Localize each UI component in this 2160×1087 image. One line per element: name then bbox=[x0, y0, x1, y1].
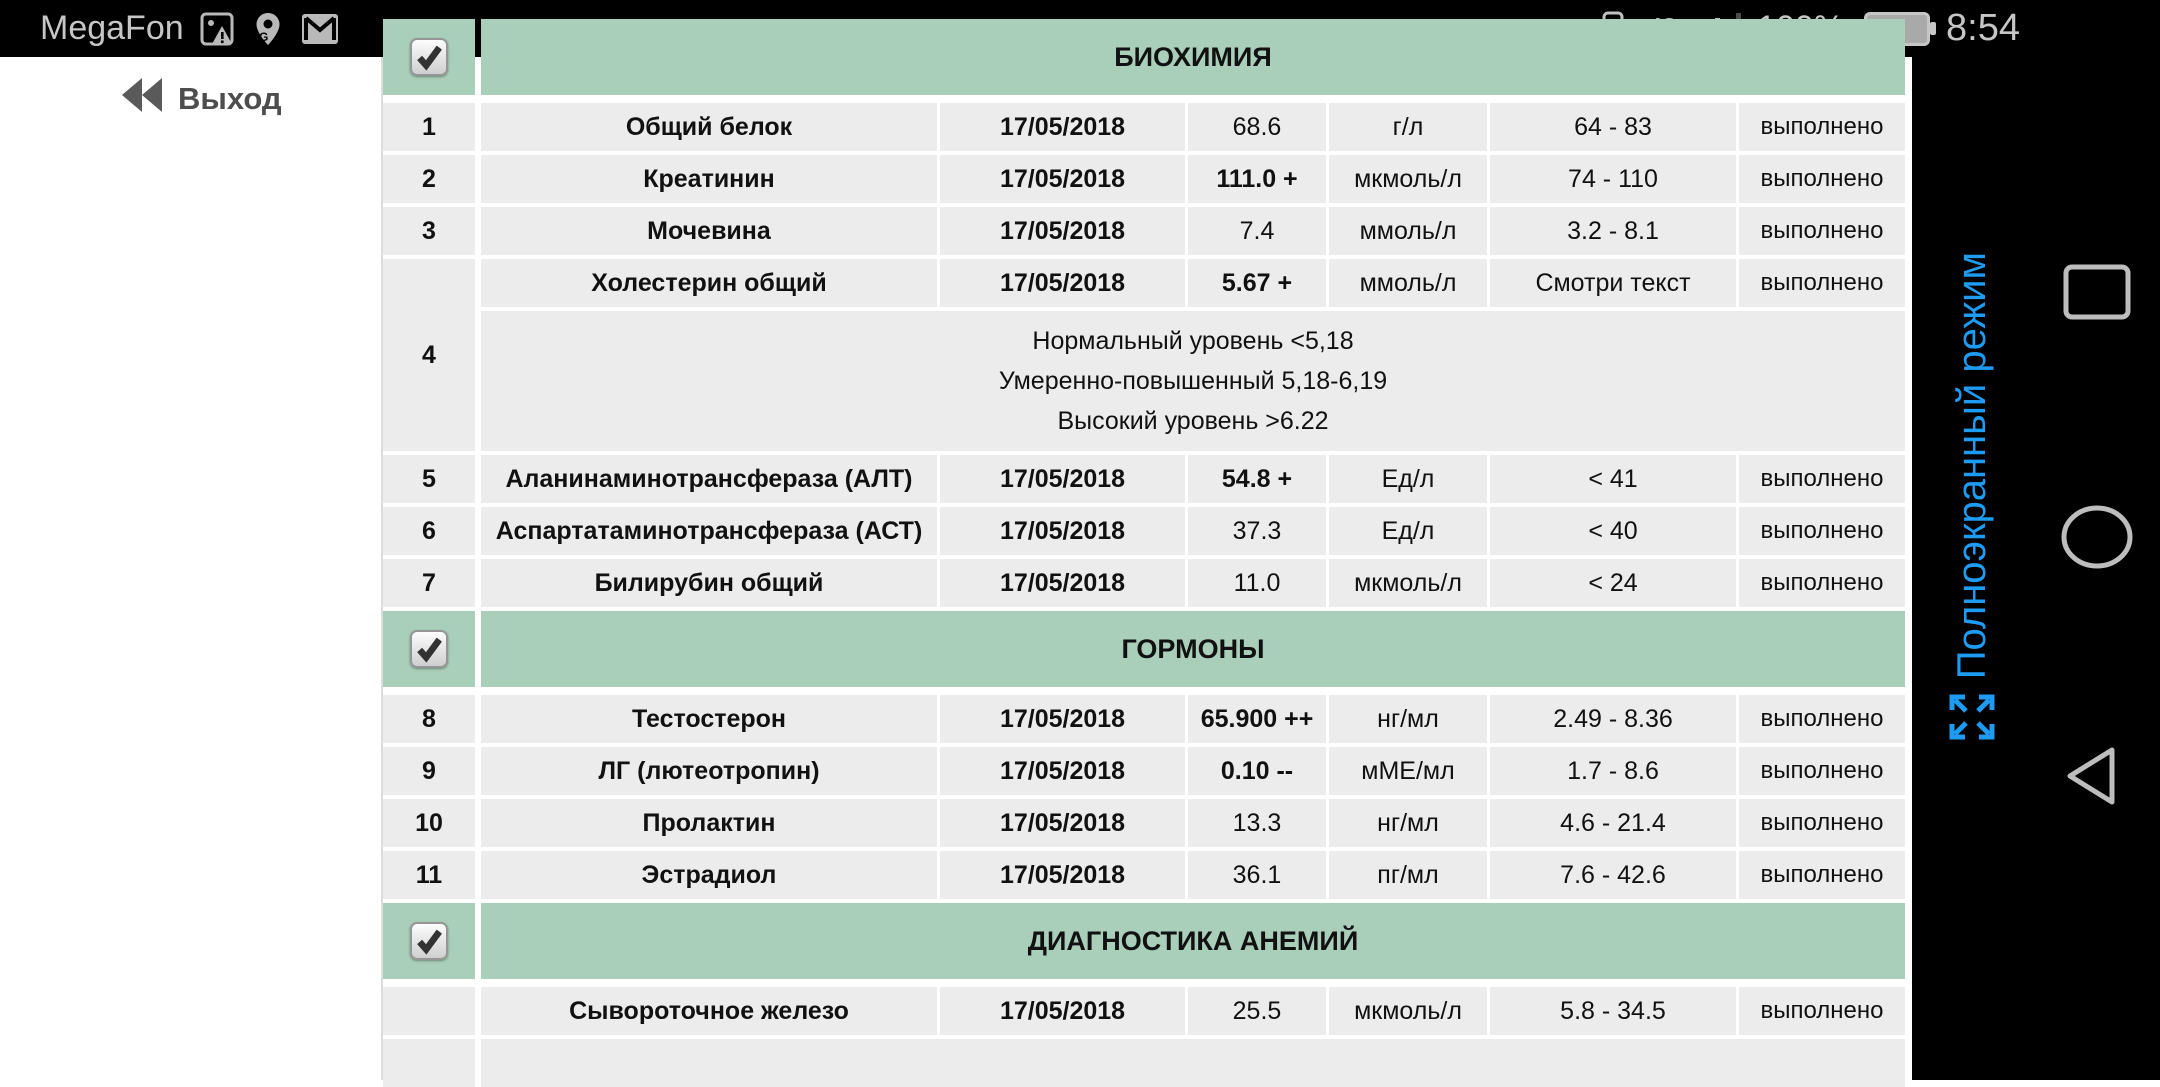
status-cell: выполнено bbox=[1739, 799, 1905, 847]
test-name-cell: Тестостерон bbox=[481, 695, 937, 743]
row-number-cell: 9 bbox=[383, 747, 475, 795]
section-checkbox[interactable] bbox=[410, 630, 448, 668]
date-cell: 17/05/2018 bbox=[940, 455, 1185, 503]
fullscreen-mode-label: Полноэкранный режим bbox=[1949, 252, 1994, 680]
date-cell: 17/05/2018 bbox=[940, 695, 1185, 743]
result-note-line: Нормальный уровень <5,18 bbox=[1032, 327, 1354, 355]
photo-warning-icon bbox=[198, 10, 236, 48]
status-cell: выполнено bbox=[1739, 455, 1905, 503]
section-header bbox=[383, 611, 1905, 687]
date-cell: 17/05/2018 bbox=[940, 747, 1185, 795]
result-cell: 111.0 + bbox=[1188, 155, 1326, 203]
test-name-cell: Холестерин общий bbox=[481, 259, 937, 307]
date-cell: 17/05/2018 bbox=[940, 559, 1185, 607]
section-checkbox[interactable] bbox=[410, 922, 448, 960]
status-cell: выполнено bbox=[1739, 987, 1905, 1035]
result-note-cell bbox=[481, 311, 1905, 451]
row-number-cell: 11 bbox=[383, 851, 475, 899]
table-subrow bbox=[481, 259, 1905, 307]
section-header bbox=[383, 19, 1905, 95]
section-checkbox-cell bbox=[383, 903, 475, 979]
table-row bbox=[383, 259, 1905, 451]
test-name-cell: Билирубин общий bbox=[481, 559, 937, 607]
date-cell: 17/05/2018 bbox=[940, 987, 1185, 1035]
units-cell: мкмоль/л bbox=[1329, 987, 1487, 1035]
date-cell: 17/05/2018 bbox=[940, 155, 1185, 203]
units-cell: нг/мл bbox=[1329, 695, 1487, 743]
table-row bbox=[383, 799, 1905, 847]
row-number-cell: 6 bbox=[383, 507, 475, 555]
row-number-cell: 2 bbox=[383, 155, 475, 203]
table-row bbox=[383, 207, 1905, 255]
units-cell: ммоль/л bbox=[1329, 207, 1487, 255]
status-cell: выполнено bbox=[1739, 259, 1905, 307]
units-cell: Ед/л bbox=[1329, 507, 1487, 555]
section-title: ДИАГНОСТИКА АНЕМИЙ bbox=[481, 903, 1905, 979]
exit-button[interactable] bbox=[120, 77, 282, 121]
section-checkbox-cell bbox=[383, 19, 475, 95]
status-cell: выполнено bbox=[1739, 507, 1905, 555]
status-cell: выполнено bbox=[1739, 559, 1905, 607]
date-cell: 17/05/2018 bbox=[940, 259, 1185, 307]
table-row bbox=[383, 155, 1905, 203]
test-name-cell: ЛГ (лютеотропин) bbox=[481, 747, 937, 795]
section-checkbox-cell bbox=[383, 611, 475, 687]
date-cell: 17/05/2018 bbox=[940, 799, 1185, 847]
result-cell: 25.5 bbox=[1188, 987, 1326, 1035]
status-cell: выполнено bbox=[1739, 155, 1905, 203]
reference-range-cell: 4.6 - 21.4 bbox=[1490, 799, 1736, 847]
reference-range-cell: < 40 bbox=[1490, 507, 1736, 555]
row-number-cell: 8 bbox=[383, 695, 475, 743]
units-cell: мМЕ/мл bbox=[1329, 747, 1487, 795]
reference-range-cell: 3.2 - 8.1 bbox=[1490, 207, 1736, 255]
result-cell: 11.0 bbox=[1188, 559, 1326, 607]
svg-text:G: G bbox=[258, 29, 268, 44]
units-cell: нг/мл bbox=[1329, 799, 1487, 847]
reference-range-cell: < 41 bbox=[1490, 455, 1736, 503]
row-number-cell: 3 bbox=[383, 207, 475, 255]
result-cell: 0.10 -- bbox=[1188, 747, 1326, 795]
table-row bbox=[383, 507, 1905, 555]
reference-range-cell: Смотри текст bbox=[1490, 259, 1736, 307]
table-row bbox=[383, 695, 1905, 743]
table-row bbox=[383, 103, 1905, 151]
result-note-line: Умеренно-повышенный 5,18-6,19 bbox=[998, 367, 1388, 395]
test-name-cell: Общий белок bbox=[481, 103, 937, 151]
reference-range-cell: 1.7 - 8.6 bbox=[1490, 747, 1736, 795]
units-cell: мкмоль/л bbox=[1329, 155, 1487, 203]
date-cell: 17/05/2018 bbox=[940, 207, 1185, 255]
expand-fullscreen-icon bbox=[1948, 693, 1996, 746]
row-number-cell: 1 bbox=[383, 103, 475, 151]
units-cell: Ед/л bbox=[1329, 455, 1487, 503]
row-number-cell bbox=[383, 1039, 475, 1087]
status-cell: выполнено bbox=[1739, 103, 1905, 151]
home-button[interactable] bbox=[2060, 504, 2134, 575]
test-name-cell: Мочевина bbox=[481, 207, 937, 255]
result-cell: 5.67 + bbox=[1188, 259, 1326, 307]
table-row bbox=[383, 987, 1905, 1035]
units-cell: ммоль/л bbox=[1329, 259, 1487, 307]
carrier-label: MegaFon bbox=[40, 9, 184, 47]
test-name-cell: Эстрадиол bbox=[481, 851, 937, 899]
recents-button[interactable] bbox=[2062, 263, 2132, 326]
empty-merged-cell bbox=[481, 1039, 1905, 1087]
result-cell: 65.900 ++ bbox=[1188, 695, 1326, 743]
reference-range-cell: 7.6 - 42.6 bbox=[1490, 851, 1736, 899]
row-subrows bbox=[481, 259, 1905, 451]
result-cell: 13.3 bbox=[1188, 799, 1326, 847]
row-number-cell: 5 bbox=[383, 455, 475, 503]
section-header bbox=[383, 903, 1905, 979]
status-cell: выполнено bbox=[1739, 695, 1905, 743]
table-row bbox=[383, 1039, 1905, 1087]
results-table bbox=[383, 19, 1905, 1087]
reference-range-cell: 5.8 - 34.5 bbox=[1490, 987, 1736, 1035]
table-row bbox=[383, 747, 1905, 795]
result-cell: 54.8 + bbox=[1188, 455, 1326, 503]
result-cell: 7.4 bbox=[1188, 207, 1326, 255]
row-number-cell: 10 bbox=[383, 799, 475, 847]
table-row bbox=[383, 559, 1905, 607]
test-name-cell: Пролактин bbox=[481, 799, 937, 847]
reference-range-cell: 74 - 110 bbox=[1490, 155, 1736, 203]
test-name-cell: Аспартатаминотрансфераза (АСТ) bbox=[481, 507, 937, 555]
result-cell: 36.1 bbox=[1188, 851, 1326, 899]
status-cell: выполнено bbox=[1739, 851, 1905, 899]
section-title: ГОРМОНЫ bbox=[481, 611, 1905, 687]
result-note-line: Высокий уровень >6.22 bbox=[1057, 407, 1329, 435]
test-name-cell: Аланинаминотрансфераза (АЛТ) bbox=[481, 455, 937, 503]
back-button[interactable] bbox=[2062, 745, 2128, 812]
status-cell: выполнено bbox=[1739, 747, 1905, 795]
date-cell: 17/05/2018 bbox=[940, 507, 1185, 555]
reference-range-cell: < 24 bbox=[1490, 559, 1736, 607]
fullscreen-mode-button[interactable] bbox=[1936, 252, 2008, 746]
section-checkbox[interactable] bbox=[410, 38, 448, 76]
date-cell: 17/05/2018 bbox=[940, 103, 1185, 151]
double-back-arrow-icon bbox=[120, 77, 166, 121]
exit-button-label: Выход bbox=[178, 81, 282, 116]
date-cell: 17/05/2018 bbox=[940, 851, 1185, 899]
reference-range-cell: 64 - 83 bbox=[1490, 103, 1736, 151]
results-table-viewport bbox=[383, 41, 1905, 1080]
maps-icon bbox=[250, 10, 286, 48]
table-row bbox=[383, 851, 1905, 899]
clock-label: 8:54 bbox=[1946, 7, 2020, 49]
section-title: БИОХИМИЯ bbox=[481, 19, 1905, 95]
test-name-cell: Сывороточное железо bbox=[481, 987, 937, 1035]
units-cell: г/л bbox=[1329, 103, 1487, 151]
reference-range-cell: 2.49 - 8.36 bbox=[1490, 695, 1736, 743]
gmail-icon bbox=[300, 12, 340, 46]
units-cell: пг/мл bbox=[1329, 851, 1487, 899]
result-cell: 68.6 bbox=[1188, 103, 1326, 151]
units-cell: мкмоль/л bbox=[1329, 559, 1487, 607]
row-number-cell: 7 bbox=[383, 559, 475, 607]
result-cell: 37.3 bbox=[1188, 507, 1326, 555]
left-sidebar bbox=[0, 57, 381, 1080]
table-row bbox=[383, 455, 1905, 503]
row-number-cell bbox=[383, 987, 475, 1035]
row-number-cell: 4 bbox=[383, 259, 475, 451]
test-name-cell: Креатинин bbox=[481, 155, 937, 203]
status-cell: выполнено bbox=[1739, 207, 1905, 255]
